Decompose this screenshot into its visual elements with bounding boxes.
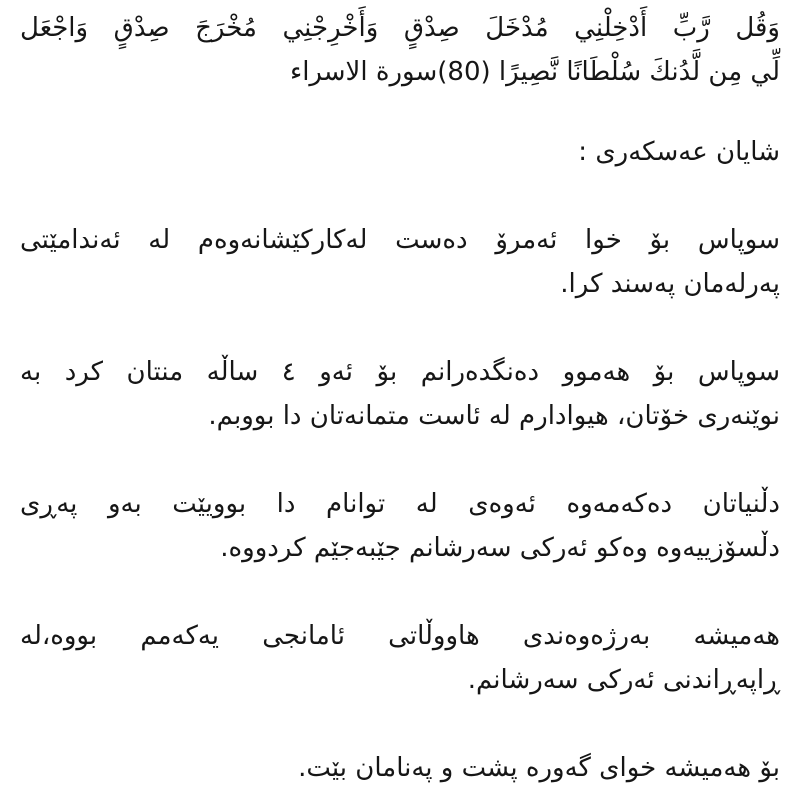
paragraph-line: پەرلەمان پەسند کرا. — [560, 269, 780, 299]
paragraph-line: سوپاس بۆ خوا ئەمرۆ دەست لەکارکێشانەوەم لە ئەندامێتی — [20, 225, 780, 255]
verse-line-2: لِّي مِن لَّدُنكَ سُلْطَانًا نَّصِيرًا (80)سورة الاسراء — [289, 57, 780, 87]
greeting-line: شايان عەسکەری : — [578, 137, 780, 167]
paragraph-line: دڵنیاتان دەکەمەوە ئەوەی لە توانام دا بوویێت بەو پەڕی — [20, 489, 780, 519]
paragraph-line: سوپاس بۆ هەموو دەنگدەرانم بۆ ئەو ٤ ساڵە منتان کرد بە — [20, 357, 780, 387]
paragraph-line: نوێنەری خۆتان، هیوادارم لە ئاست متمانەتان دا بووبم. — [208, 401, 780, 431]
paragraph-line: دڵسۆزییەوە وەکو ئەرکی سەرشانم جێبەجێم کردووە. — [220, 533, 780, 563]
paragraph-thanks-voters — [20, 350, 780, 438]
quran-verse — [20, 6, 780, 94]
paragraph-line: هەمیشە بەرژەوەندی هاووڵاتی ئامانجی یەکەمم بووە،لە — [20, 621, 780, 651]
closing-line: بۆ هەمیشە خوای گەورە پشت و پەنامان بێت. — [298, 753, 780, 783]
paragraph-citizen-interest — [20, 614, 780, 702]
verse-line-1: وَقُل رَّبِّ أَدْخِلْنِي مُدْخَلَ صِدْقٍ وَأَخْرِجْنِي مُخْرَجَ صِدْقٍ وَاجْعَل — [20, 13, 780, 43]
closing-prayer — [20, 746, 780, 790]
paragraph-resignation — [20, 218, 780, 306]
greeting — [20, 130, 780, 174]
paragraph-assurance — [20, 482, 780, 570]
paragraph-line: ڕاپەڕاندنی ئەرکی سەرشانم. — [467, 665, 780, 695]
